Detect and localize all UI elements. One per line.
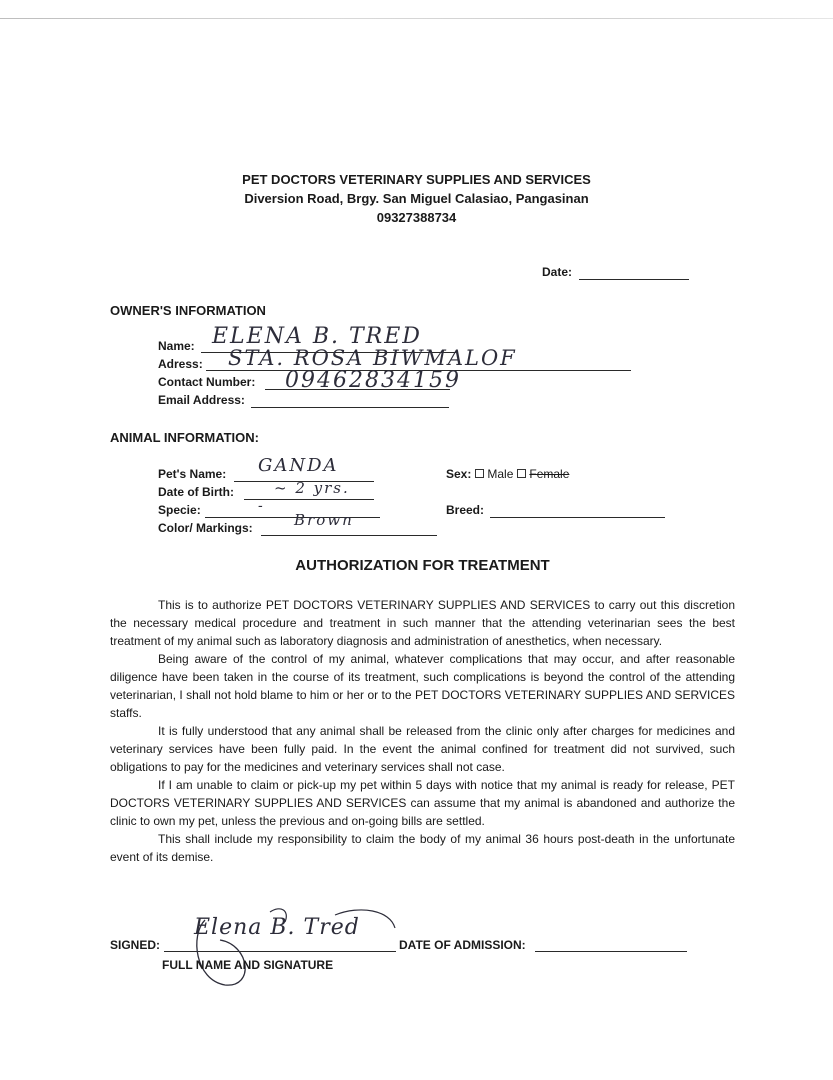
owner-address-handwritten: STA. ROSA BIWMALOF — [228, 346, 517, 370]
authorization-paragraph-3: It is fully understood that any animal shall be released from the clinic only after charges for medicines and veterinary services have been fully paid. In the event the animal confined for treatment did not survived, such obligations to pay for the medicines and veterinary services shall not case. — [110, 724, 735, 774]
specie-label: Specie: — [158, 503, 201, 517]
pet-name-label: Pet's Name: — [158, 467, 227, 481]
scan-edge — [0, 18, 833, 19]
authorization-paragraph-5: This shall include my responsibility to claim the body of my animal 36 hours post-death in the unfortunate event of its demise. — [110, 832, 735, 864]
breed-label: Breed: — [446, 503, 485, 517]
authorization-paragraph-4: If I am unable to claim or pick-up my pet within 5 days with notice that my animal is ready for release, PET DOCTORS VETERINARY SUPPLIES AND SERVICES can assume that my animal is abandoned and authorize the clinic to own my pet, unless the previous and on-going bills are settled. — [110, 778, 735, 828]
specie-handwritten: - — [258, 498, 265, 514]
date-field[interactable] — [579, 279, 689, 280]
authorization-paragraph-2: Being aware of the control of my animal, whatever complications that may occur, and after reasonable diligence have been taken in the course of its treatment, such complications is beyond the control of the attending veterinarian, I shall not hold blame to him or her or to the PET DOCTORS VETERINARY SUPPLIES AND SERVICES staffs. — [110, 652, 735, 720]
authorization-body — [110, 596, 735, 866]
female-option-label: Female — [529, 467, 570, 481]
color-label: Color/ Markings: — [158, 521, 253, 535]
full-name-label: FULL NAME AND SIGNATURE — [162, 958, 334, 972]
sex-label: Sex: — [446, 467, 472, 481]
male-option-label: Male — [487, 467, 514, 481]
sex-row — [446, 467, 569, 481]
dob-handwritten: ~ 2 yrs. — [274, 479, 350, 497]
date-label: Date: — [542, 265, 573, 279]
authorization-title: AUTHORIZATION FOR TREATMENT — [295, 557, 550, 574]
owner-section-title: OWNER'S INFORMATION — [110, 303, 266, 318]
dob-label: Date of Birth: — [158, 485, 234, 499]
color-handwritten: Brown — [294, 511, 354, 529]
animal-section-title: ANIMAL INFORMATION: — [110, 430, 259, 445]
company-name: PET DOCTORS VETERINARY SUPPLIES AND SERVICES — [242, 172, 591, 187]
pet-name-handwritten: GANDA — [258, 455, 339, 476]
female-checkbox[interactable] — [517, 469, 526, 478]
color-field[interactable] — [261, 535, 437, 536]
owner-name-handwritten: ELENA B. TRED — [212, 324, 422, 349]
email-label: Email Address: — [158, 393, 245, 407]
company-address: Diversion Road, Brgy. San Miguel Calasiao, Pangasinan — [244, 191, 589, 206]
email-field[interactable] — [251, 407, 449, 408]
signature-handwritten: Elena B. Tred — [194, 915, 360, 940]
contact-number-label: Contact Number: — [158, 375, 256, 389]
signed-label: SIGNED: — [110, 938, 161, 952]
admission-date-field[interactable] — [535, 951, 687, 952]
breed-field[interactable] — [490, 517, 665, 518]
signature-scribble — [185, 900, 400, 990]
owner-name-label: Name: — [158, 339, 195, 353]
male-checkbox[interactable] — [475, 469, 484, 478]
authorization-paragraph-1: This is to authorize PET DOCTORS VETERINARY SUPPLIES AND SERVICES to carry out this discretion the necessary medical procedure and treatment in such manner that the attending veterinarian sees the best treatment of my animal such as laboratory diagnosis and administration of anesthetics, when necessary. — [110, 598, 735, 648]
owner-address-label: Adress: — [158, 357, 203, 371]
company-phone: 09327388734 — [376, 210, 457, 225]
contact-number-handwritten: 09462834159 — [285, 368, 461, 393]
admission-date-label: DATE OF ADMISSION: — [399, 938, 526, 952]
